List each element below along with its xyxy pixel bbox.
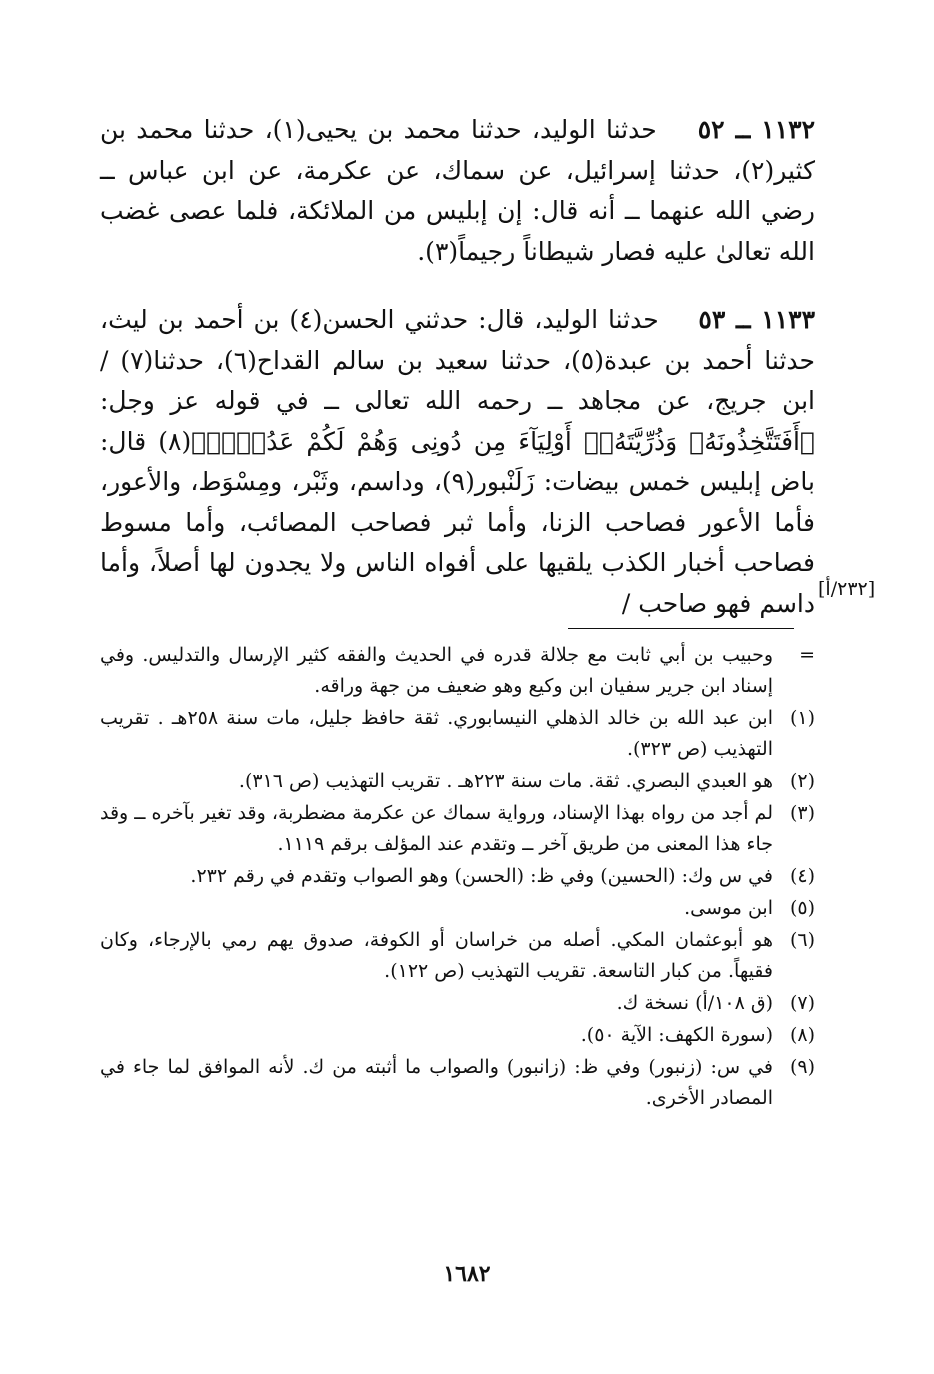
- footnote-label: =: [799, 644, 815, 666]
- footnote-label: (٢): [789, 770, 815, 792]
- hadith-paragraph: [100, 110, 815, 272]
- footnote-text: في س وك: (الحسين) وفي ظ: (الحسن) وهو الصواب وتقدم في رقم ٢٣٢.: [190, 865, 773, 887]
- footnote: [100, 988, 815, 1019]
- footnote-label: (٩): [789, 1056, 815, 1078]
- footnote: [100, 1052, 815, 1114]
- footnote-label: (١): [789, 707, 815, 729]
- hadith-paragraph: [100, 300, 815, 624]
- footnote: [100, 640, 815, 702]
- footnote-text: هو العبدي البصري. ثقة. مات سنة ٢٢٣هـ . تقريب التهذيب (ص ٣١٦).: [238, 770, 773, 792]
- hadith-text: حدثنا الوليد، قال: حدثني الحسن(٤) بن أحمد بن ليث، حدثنا أحمد بن عبدة(٥)، حدثنا سعيد بن سالم القداح(٦)، حدثنا(٧) / ابن جريج، عن مجاهد ــ رحمه الله تعالى ــ في قوله عز وجل: ﴿أَفَتَتَّخِذُونَهُۥ وَذُرِّيَّتَهُۥٓ أَوْلِيَآءَ مِن دُونِى وَهُمْ لَكُمْ عَدُوٌّۢ﴾(٨) قال: باض إبليس خمس بيضات: زَلَنْبور(٩)، وداسم، وثَبْر، ومِسْوَط، والأعور، فأما الأعور فصاحب الزنا، وأما ثبر فصاحب المصائب، وأما مسوط فصاحب أخبار الكذب يلقيها على أفواه الناس ولا يجدون لها أصلاً، وأما داسم فهو صاحب /: [100, 305, 816, 618]
- footnote: [100, 766, 815, 797]
- footnote: [100, 893, 815, 924]
- footnote-label: (٨): [789, 1024, 815, 1046]
- footnote-separator: [568, 628, 794, 629]
- hadith-number: ١١٣٢ ــ ٥٢: [697, 115, 816, 144]
- hadith-number: ١١٣٣ ــ ٥٣: [698, 305, 815, 334]
- footnote-label: (٧): [789, 992, 815, 1014]
- footnote-text: (سورة الكهف: الآية ٥٠).: [580, 1024, 773, 1046]
- footnote: [100, 703, 815, 765]
- footnote-label: (٤): [789, 865, 815, 887]
- footnote: [100, 798, 815, 860]
- hadith-text: حدثنا الوليد، حدثنا محمد بن يحيى(١)، حدثنا محمد بن كثير(٢)، حدثنا إسرائيل، عن سماك، عن عكرمة، عن ابن عباس ــ رضي الله عنهما ــ أنه قال: إن إبليس من الملائكة، فلما عصى غضب الله تعالىٰ عليه فصار شيطاناً رجيماً(٣).: [100, 115, 815, 266]
- manuscript-folio-marker: [٢٣٢/أ]: [818, 578, 876, 600]
- footnote: [100, 861, 815, 892]
- footnote-label: (٥): [789, 897, 815, 919]
- footnote-text: وحبيب بن أبي ثابت مع جلالة قدره في الحديث والفقه كثير الإرسال والتدليس. وفي إسناد ابن جرير سفيان ابن وكيع وهو ضعيف من جهة وراقه.: [100, 644, 773, 697]
- footnote-label: (٦): [789, 929, 815, 951]
- footnote-text: هو أبوعثمان المكي. أصله من خراسان أو الكوفة، صدوق يهم رمي بالإرجاء، وكان فقيهاً. من كبار التاسعة. تقريب التهذيب (ص ١٢٢).: [100, 929, 773, 982]
- footnote-label: (٣): [789, 802, 815, 824]
- footnote-text: ابن موسى.: [684, 897, 773, 919]
- footnote-text: (ق ١٠٨/أ) نسخة ك.: [616, 992, 773, 1014]
- footnote: [100, 1020, 815, 1051]
- page-number: ١٦٨٢: [443, 1261, 491, 1287]
- footnote-text: في س: (زنبور) وفي ظ: (زانبور) والصواب ما أثبته من ك. لأنه الموافق لما جاء في المصادر الأخرى.: [100, 1056, 773, 1109]
- footnote-text: لم أجد من رواه بهذا الإسناد، ورواية سماك عن عكرمة مضطربة، وقد تغير بآخره ــ وقد جاء هذا المعنى من طريق آخر ــ وتقدم عند المؤلف برقم ١١١٩.: [100, 802, 773, 855]
- footnotes: [100, 640, 815, 1115]
- footnote: [100, 925, 815, 987]
- footnote-text: ابن عبد الله بن خالد الذهلي النيسابوري. ثقة حافظ جليل، مات سنة ٢٥٨هـ . تقريب التهذيب (ص ٣٢٣).: [100, 707, 773, 760]
